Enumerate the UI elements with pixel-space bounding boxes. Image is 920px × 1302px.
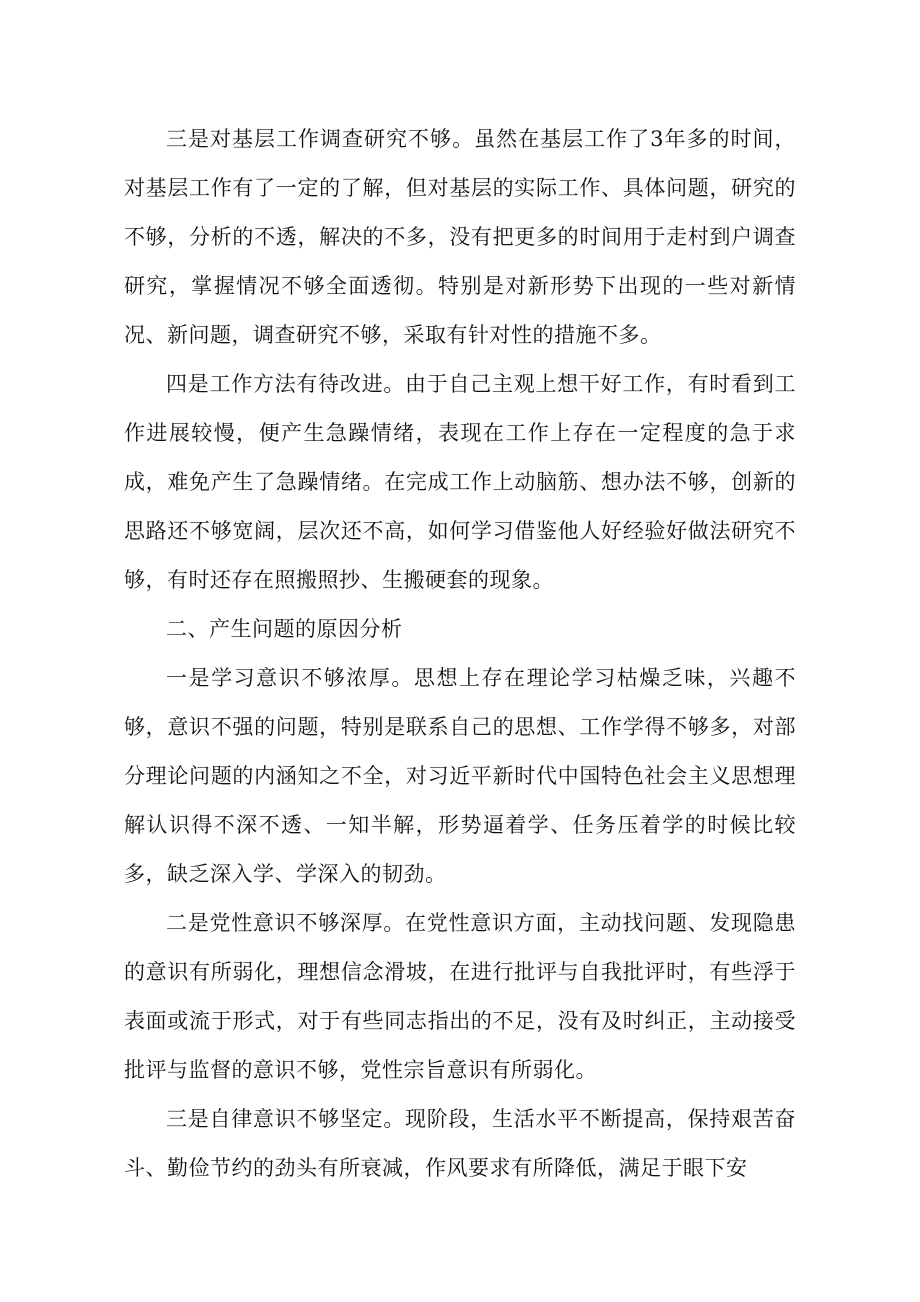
paragraph-self-discipline: 三是自律意识不够坚定。现阶段，生活水平不断提高，保持艰苦奋斗、勤俭节约的劲头有所衰减，作风要求有所降低，满足于眼下安 (124, 1107, 796, 1180)
paragraph-grassroots-research: 三是对基层工作调查研究不够。虽然在基层工作了3年多的时间，对基层工作有了一定的了解，但对基层的实际工作、具体问题，研究的不够，分析的不透，解决的不多，没有把更多的时间用于走村到户调查研究，掌握情况不够全面透彻。特别是对新形势下出现的一些对新情况、新问题，调查研究不够，采取有针对性的措施不多。 (124, 127, 796, 347)
paragraph-work-methods: 四是工作方法有待改进。由于自己主观上想干好工作，有时看到工作进展较慢，便产生急躁情绪，表现在工作上存在一定程度的急于求成，难免产生了急躁情绪。在完成工作上动脑筋、想办法不够，创新的思路还不够宽阔，层次还不高，如何学习借鉴他人好经验好做法研究不够，有时还存在照搬照抄、生搬硬套的现象。 (124, 372, 796, 592)
paragraph-learning-awareness: 一是学习意识不够浓厚。思想上存在理论学习枯燥乏味，兴趣不够，意识不强的问题，特别是联系自己的思想、工作学得不够多，对部分理论问题的内涵知之不全，对习近平新时代中国特色社会主义思想理解认识得不深不透、一知半解，形势逼着学、任务压着学的时候比较多，缺乏深入学、学深入的韧劲。 (124, 666, 796, 886)
paragraph-party-awareness: 二是党性意识不够深厚。在党性意识方面，主动找问题、发现隐患的意识有所弱化，理想信念滑坡，在进行批评与自我批评时，有些浮于表面或流于形式，对于有些同志指出的不足，没有及时纠正，主动接受批评与监督的意识不够，党性宗旨意识有所弱化。 (124, 911, 796, 1082)
document-body (124, 115, 796, 1193)
section-heading-cause-analysis: 二、产生问题的原因分析 (166, 617, 403, 641)
